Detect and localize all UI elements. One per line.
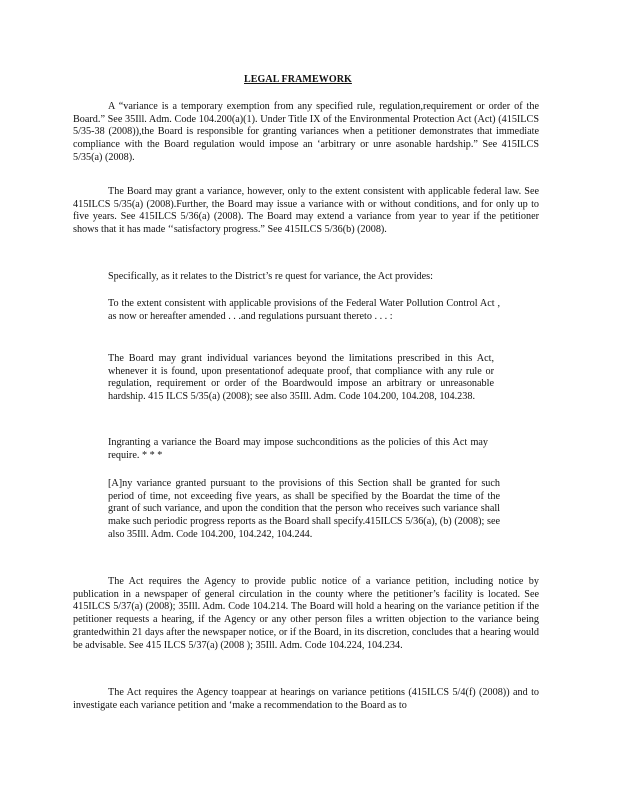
paragraph-variance-definition: A “variance is a temporary exemption from any specified rule, regulation,requirement or order of the Board.” See 35Ill. Adm. Code 104.200(a)(1). Under Title IX of the Environmental Protection Act (Act) (415ILCS 5/35-38 (2008)),the Board is responsible for granting variances when a petitioner demonstrates that immediate compliance with the Board regulation would impose an ‘arbitrary or unre asonable hardship.” See 415ILCS 5/35(a) (2008). — [73, 101, 539, 163]
paragraph-federal-law: The Board may grant a variance, however, only to the extent consistent with applicable federal law. See 415ILCS 5/35(a) (2008).Further, the Board may issue a variance with or without conditions, and for only up to five years. See 415ILCS 5/36(a) (2008). The Board may extend a variance from year to year if the petitioner shows that it has made ‘‘satisfactory progress.” See 415ILCS 5/36(b) (2008). — [73, 186, 539, 236]
paragraph-agency-hearings: The Act requires the Agency toappear at hearings on variance petitions (415ILCS 5/4(f) (2008)) and to investigate each variance petition and ‘make a recommendation to the Board as to — [73, 687, 539, 711]
paragraph-act-provides: Specifically, as it relates to the District’s re quest for variance, the Act provides: — [108, 271, 433, 282]
quote-federal-consistency: To the extent consistent with applicable provisions of the Federal Water Pollution Control Act , as now or hereafter amended . . .and regulations pursuant thereto . . . : — [108, 298, 500, 322]
section-heading: LEGAL FRAMEWORK — [244, 74, 352, 85]
paragraph-public-notice: The Act requires the Agency to provide public notice of a variance petition, including notice by publication in a newspaper of general circulation in the county where the petitioner’s facility is located. See 415ILCS 5/37(a) (2008); 35Ill. Adm. Code 104.214. The Board will hold a hearing on the variance petition if the petitioner requests a hearing, if the Agency or any other person files a written objection to the variance being grantedwithin 21 days after the newspaper notice, or if the Board, in its discretion, concludes that a hearing would be advisable. See 415 ILCS 5/37(a) (2008 ); 35Ill. Adm. Code 104.224, 104.234. — [73, 576, 539, 651]
quote-variance-period: [A]ny variance granted pursuant to the provisions of this Section shall be granted for such period of time, not exceeding five years, as shall be specified by the Boardat the time of the grant of such variance, and upon the condition that the person who receives such variance shall make such periodic progress reports as the Board shall specify.415ILCS 5/36(a), (b) (2008); see also 35Ill. Adm. Code 104.200, 104.242, 104.244. — [108, 478, 500, 540]
quote-individual-variances: The Board may grant individual variances beyond the limitations prescribed in this Act, whenever it is found, upon presentationof adequate proof, that compliance with any rule or regulation, requirement or order of the Boardwould impose an arbitrary or unreasonable hardship. 415 ILCS 5/35(a) (2008); see also 35Ill. Adm. Code 104.200, 104.208, 104.238. — [108, 353, 494, 403]
quote-conditions: Ingranting a variance the Board may impose suchconditions as the policies of this Act may require. * * * — [108, 437, 488, 461]
